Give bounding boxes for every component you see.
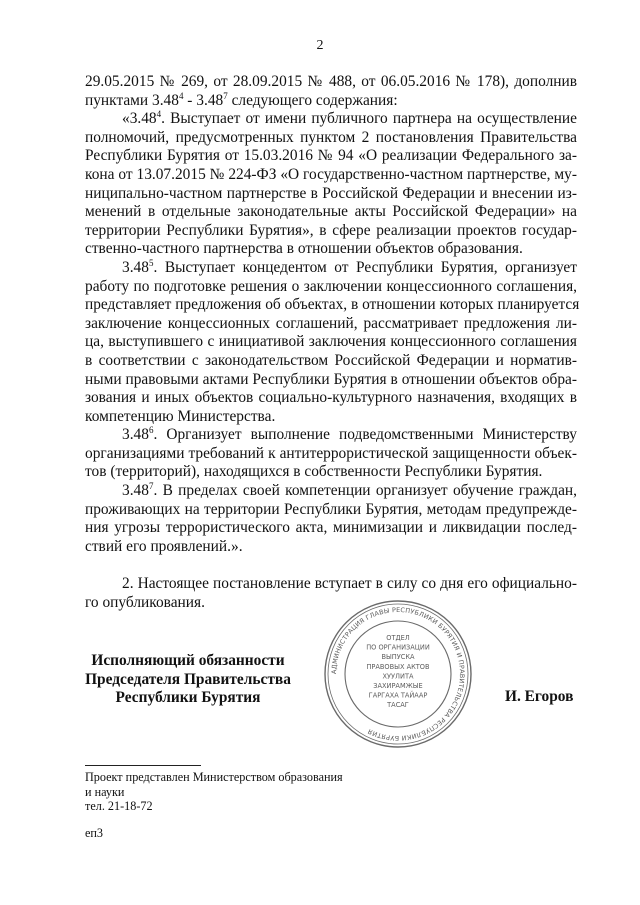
text-run: Республики Бурятия от 15.03.2016 № 94 «О реализации Федерального за-: [85, 147, 577, 165]
text-line: [85, 538, 577, 557]
text-run: в соответствии с законодательством Российской Федерации и норматив-: [85, 351, 577, 369]
text-run: зования и иных объектов социально-культурного назначения, входящих в: [85, 389, 577, 407]
text-line: [85, 185, 577, 204]
text-line: [85, 278, 577, 297]
text-line: [85, 129, 577, 148]
text-run: . В пределах своей компетенции организует обучение граждан,: [153, 482, 577, 500]
text-line: [85, 315, 577, 334]
footnote-line2: и науки: [85, 784, 125, 799]
stamp-text-line: ТАСАГ: [387, 701, 409, 710]
text-run: ствий его проявлений.».: [85, 537, 243, 555]
text-run: проживающих на территории Республики Бурятия, методам предупрежде-: [85, 500, 577, 518]
text-line: [85, 519, 577, 538]
text-line: [85, 259, 577, 278]
text-line: [85, 110, 577, 129]
signatory-title-line2: Председателя Правительства: [85, 670, 291, 688]
text-run: 2. Настоящее постановление вступает в силу со дня его официально-: [122, 575, 577, 593]
text-run: 3.48: [122, 482, 149, 500]
text-line: [85, 147, 577, 166]
text-line: [85, 575, 577, 594]
text-line: [85, 371, 577, 390]
superscript: 6: [148, 425, 154, 436]
text-line: [85, 463, 577, 482]
stamp-text-line: ГАРГАХА ТАЙААР: [368, 691, 428, 700]
text-line: [85, 333, 577, 352]
text-run: ниципально-частном партнерстве в Российской Федерации и внесении из-: [85, 184, 577, 202]
document-code: еп3: [85, 826, 104, 840]
paragraph-gap: [85, 556, 577, 575]
page-number: 2: [316, 38, 324, 53]
footnote-line1: Проект представлен Министерством образования: [85, 770, 343, 784]
text-run: кона от 13.07.2015 № 224-ФЗ «О государственно-частном партнерстве, му-: [85, 165, 577, 183]
text-run: го опубликования.: [85, 594, 205, 612]
text-run: представляет предложения об объектах, в отношении которых планируется: [85, 296, 580, 314]
stamp-text-line: ПО ОРГАНИЗАЦИИ: [366, 643, 430, 652]
superscript: 7: [148, 481, 154, 492]
text-run: менений в отдельные законодательные акты Российской Федерации» на: [85, 203, 577, 221]
text-run: 3.48: [122, 426, 149, 444]
text-run: 29.05.2015 № 269, от 28.09.2015 № 488, от 06.05.2016 № 178), дополнив: [85, 73, 577, 90]
superscript: 4: [178, 90, 184, 101]
text-line: [85, 445, 577, 464]
text-run: - 3.48: [183, 91, 224, 109]
text-line: [85, 166, 577, 185]
text-run: территории Республики Бурятия», в сфере реализации проектов государ-: [85, 221, 577, 239]
text-line: [85, 203, 577, 222]
text-line: [85, 482, 577, 501]
stamp-text-line: ХУУЛИТА: [382, 672, 414, 681]
text-run: . Организует выполнение подведомственными Министерству: [153, 426, 577, 444]
text-run: пунктами 3.48: [85, 91, 179, 109]
text-line: [85, 73, 577, 92]
footnote: [85, 770, 343, 814]
text-run: полномочий, предусмотренных пунктом 2 постановления Правительства: [85, 128, 577, 146]
official-seal-stamp: [322, 598, 474, 750]
stamp-text-line: ОТДЕЛ: [386, 634, 410, 642]
signatory-title-line1: Исполняющий обязанности: [91, 652, 285, 669]
text-line: [85, 408, 577, 427]
stamp-ring-text: АДМИНИСТРАЦИЯ ГЛАВЫ РЕСПУБЛИКИ БУРЯТИЯ И ПРАВИТЕЛЬСТВА РЕСПУБЛИКИ БУРЯТИЯ: [329, 605, 467, 743]
text-run: . Выступает концедентом от Республики Бурятия, организует: [153, 258, 577, 276]
stamp-text-line: ВЫПУСКА: [381, 653, 415, 662]
footnote-divider: [85, 765, 201, 766]
text-run: тов (территорий), находящихся в собственности Республики Бурятия.: [85, 463, 543, 481]
text-line: [85, 501, 577, 520]
text-run: ния угрозы террористического акта, минимизации и ликвидации послед-: [85, 519, 577, 537]
text-run: ственно-частного партнерства в отношении объектов образования.: [85, 240, 523, 258]
text-line: [85, 426, 577, 445]
text-run: 3.48: [122, 258, 149, 276]
text-run: заключение концессионных соглашений, рассматривает предложения ли-: [85, 314, 577, 332]
superscript: 7: [223, 90, 228, 101]
text-run: ными правовыми актами Республики Бурятия в отношении объектов обра-: [85, 370, 577, 388]
text-run: следующего содержания:: [227, 91, 398, 109]
superscript: 4: [156, 109, 162, 120]
signatory-name: И. Егоров: [505, 688, 574, 705]
resolution-body-text: [85, 73, 580, 613]
text-run: компетенцию Министерства.: [85, 407, 276, 425]
text-run: «3.48: [122, 110, 157, 128]
text-line: [85, 222, 577, 241]
stamp-text-line: ЗАХИРАМЖЫЕ: [373, 682, 423, 690]
text-line: [85, 389, 577, 408]
text-run: ца, выступившего с инициативой заключения концессионного соглашения: [85, 333, 577, 351]
signatory-title: [85, 652, 291, 708]
text-run: работу по подготовке решения о заключении концессионного соглашения,: [85, 277, 577, 295]
text-line: [85, 92, 577, 111]
text-run: организациями требований к антитеррористической защищенности объек-: [85, 444, 577, 462]
text-run: . Выступает от имени публичного партнера на осуществление: [161, 110, 577, 128]
text-line: [85, 296, 580, 315]
text-line: [85, 240, 577, 259]
text-line: [85, 352, 577, 371]
stamp-text-line: ПРАВОВЫХ АКТОВ: [366, 662, 430, 671]
superscript: 5: [148, 257, 154, 268]
footnote-phone: тел. 21-18-72: [85, 799, 153, 814]
signatory-title-line3: Республики Бурятия: [115, 689, 261, 707]
